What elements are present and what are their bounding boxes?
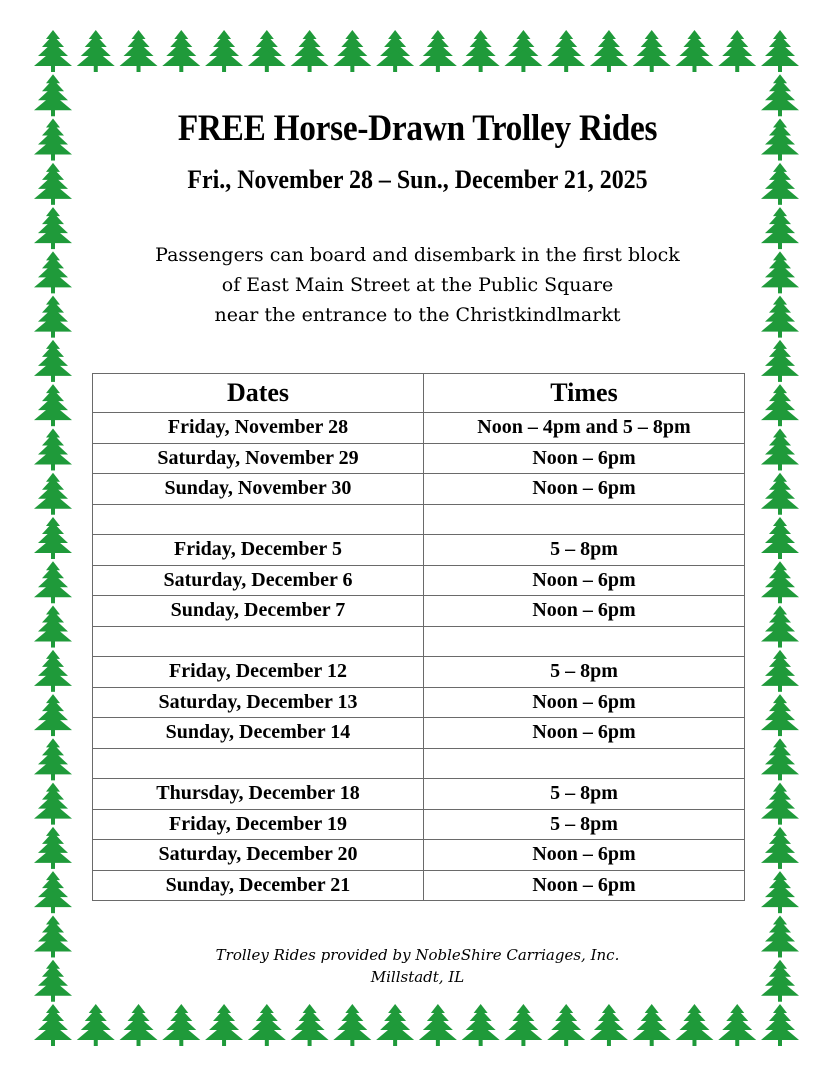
date-cell: Sunday, December 14 — [93, 718, 424, 749]
date-cell: Saturday, November 29 — [93, 443, 424, 474]
date-cell — [93, 626, 424, 657]
christmas-tree-icon — [761, 384, 799, 426]
boarding-info-line: of East Main Street at the Public Square — [221, 274, 614, 296]
date-cell: Friday, December 5 — [93, 535, 424, 566]
christmas-tree-icon — [761, 827, 799, 869]
christmas-tree-icon — [120, 1004, 158, 1046]
date-cell — [93, 748, 424, 779]
christmas-tree-icon — [248, 30, 286, 72]
time-cell: Noon – 6pm — [424, 596, 745, 627]
christmas-tree-icon — [761, 473, 799, 515]
table-row — [93, 687, 745, 718]
christmas-tree-icon — [34, 561, 72, 603]
date-cell: Sunday, December 7 — [93, 596, 424, 627]
spacer-row — [93, 504, 745, 535]
christmas-tree-icon — [462, 1004, 500, 1046]
christmas-tree-icon — [205, 30, 243, 72]
christmas-tree-icon — [34, 694, 72, 736]
christmas-tree-icon — [34, 517, 72, 559]
footer-location: Millstadt, IL — [370, 968, 465, 986]
footer-provider: Trolley Rides provided by NobleShire Carriages, Inc. — [215, 946, 620, 964]
christmas-tree-icon — [34, 428, 72, 470]
christmas-tree-icon — [462, 30, 500, 72]
time-cell: Noon – 6pm — [424, 870, 745, 901]
time-cell: 5 – 8pm — [424, 809, 745, 840]
table-row — [93, 809, 745, 840]
christmas-tree-icon — [504, 1004, 542, 1046]
table-row — [93, 779, 745, 810]
christmas-tree-icon — [761, 871, 799, 913]
christmas-tree-icon — [590, 30, 628, 72]
date-range-subtitle: Fri., November 28 – Sun., December 21, 2025 — [187, 165, 648, 194]
christmas-tree-icon — [675, 1004, 713, 1046]
christmas-tree-icon — [376, 1004, 414, 1046]
schedule-header-row — [93, 374, 745, 413]
christmas-tree-icon — [633, 30, 671, 72]
time-cell — [424, 748, 745, 779]
christmas-tree-icon — [761, 1004, 799, 1046]
date-cell: Sunday, December 21 — [93, 870, 424, 901]
christmas-tree-icon — [291, 1004, 329, 1046]
boarding-info-line: Passengers can board and disembark in the first block — [155, 244, 680, 266]
christmas-tree-icon — [761, 606, 799, 648]
date-cell: Friday, November 28 — [93, 413, 424, 444]
time-cell: 5 – 8pm — [424, 657, 745, 688]
christmas-tree-icon — [547, 1004, 585, 1046]
time-cell: Noon – 6pm — [424, 840, 745, 871]
christmas-tree-icon — [34, 30, 72, 72]
christmas-tree-icon — [333, 30, 371, 72]
date-cell: Saturday, December 6 — [93, 565, 424, 596]
christmas-tree-icon — [761, 738, 799, 780]
christmas-tree-icon — [376, 30, 414, 72]
footer-credit — [0, 944, 835, 988]
schedule-table — [92, 373, 745, 901]
christmas-tree-icon — [162, 30, 200, 72]
christmas-tree-icon — [761, 517, 799, 559]
table-row — [93, 535, 745, 566]
christmas-tree-icon — [333, 1004, 371, 1046]
christmas-tree-icon — [34, 384, 72, 426]
table-row — [93, 596, 745, 627]
christmas-tree-icon — [34, 340, 72, 382]
table-row — [93, 870, 745, 901]
christmas-tree-icon — [34, 871, 72, 913]
time-cell: Noon – 6pm — [424, 443, 745, 474]
table-row — [93, 565, 745, 596]
spacer-row — [93, 626, 745, 657]
time-cell: 5 – 8pm — [424, 535, 745, 566]
christmas-tree-icon — [761, 783, 799, 825]
christmas-tree-icon — [761, 30, 799, 72]
christmas-tree-icon — [761, 561, 799, 603]
date-cell: Friday, December 12 — [93, 657, 424, 688]
christmas-tree-icon — [34, 827, 72, 869]
christmas-tree-icon — [718, 1004, 756, 1046]
christmas-tree-icon — [34, 1004, 72, 1046]
time-cell: 5 – 8pm — [424, 779, 745, 810]
column-header-times: Times — [424, 374, 745, 413]
christmas-tree-icon — [718, 30, 756, 72]
time-cell: Noon – 6pm — [424, 718, 745, 749]
column-header-dates: Dates — [93, 374, 424, 413]
christmas-tree-icon — [34, 783, 72, 825]
christmas-tree-icon — [34, 473, 72, 515]
christmas-tree-icon — [34, 650, 72, 692]
date-cell: Thursday, December 18 — [93, 779, 424, 810]
christmas-tree-icon — [34, 738, 72, 780]
table-row — [93, 840, 745, 871]
christmas-tree-icon — [419, 30, 457, 72]
table-row — [93, 657, 745, 688]
christmas-tree-icon — [547, 30, 585, 72]
christmas-tree-icon — [77, 30, 115, 72]
time-cell: Noon – 6pm — [424, 565, 745, 596]
date-cell: Friday, December 19 — [93, 809, 424, 840]
christmas-tree-icon — [248, 1004, 286, 1046]
time-cell: Noon – 6pm — [424, 474, 745, 505]
spacer-row — [93, 748, 745, 779]
christmas-tree-icon — [419, 1004, 457, 1046]
table-row — [93, 718, 745, 749]
christmas-tree-icon — [633, 1004, 671, 1046]
table-row — [93, 413, 745, 444]
christmas-tree-icon — [761, 428, 799, 470]
christmas-tree-icon — [504, 30, 542, 72]
christmas-tree-icon — [761, 650, 799, 692]
table-row — [93, 443, 745, 474]
date-cell: Saturday, December 13 — [93, 687, 424, 718]
christmas-tree-icon — [120, 30, 158, 72]
date-cell — [93, 504, 424, 535]
christmas-tree-icon — [162, 1004, 200, 1046]
time-cell: Noon – 6pm — [424, 687, 745, 718]
table-row — [93, 474, 745, 505]
boarding-info — [0, 240, 835, 330]
christmas-tree-icon — [291, 30, 329, 72]
time-cell — [424, 504, 745, 535]
page-title: FREE Horse-Drawn Trolley Rides — [177, 108, 658, 149]
christmas-tree-icon — [675, 30, 713, 72]
christmas-tree-icon — [205, 1004, 243, 1046]
time-cell — [424, 626, 745, 657]
christmas-tree-icon — [761, 694, 799, 736]
christmas-tree-icon — [590, 1004, 628, 1046]
time-cell: Noon – 4pm and 5 – 8pm — [424, 413, 745, 444]
christmas-tree-icon — [34, 606, 72, 648]
date-cell: Sunday, November 30 — [93, 474, 424, 505]
christmas-tree-icon — [761, 340, 799, 382]
boarding-info-line: near the entrance to the Christkindlmarkt — [214, 304, 621, 326]
date-cell: Saturday, December 20 — [93, 840, 424, 871]
christmas-tree-icon — [77, 1004, 115, 1046]
